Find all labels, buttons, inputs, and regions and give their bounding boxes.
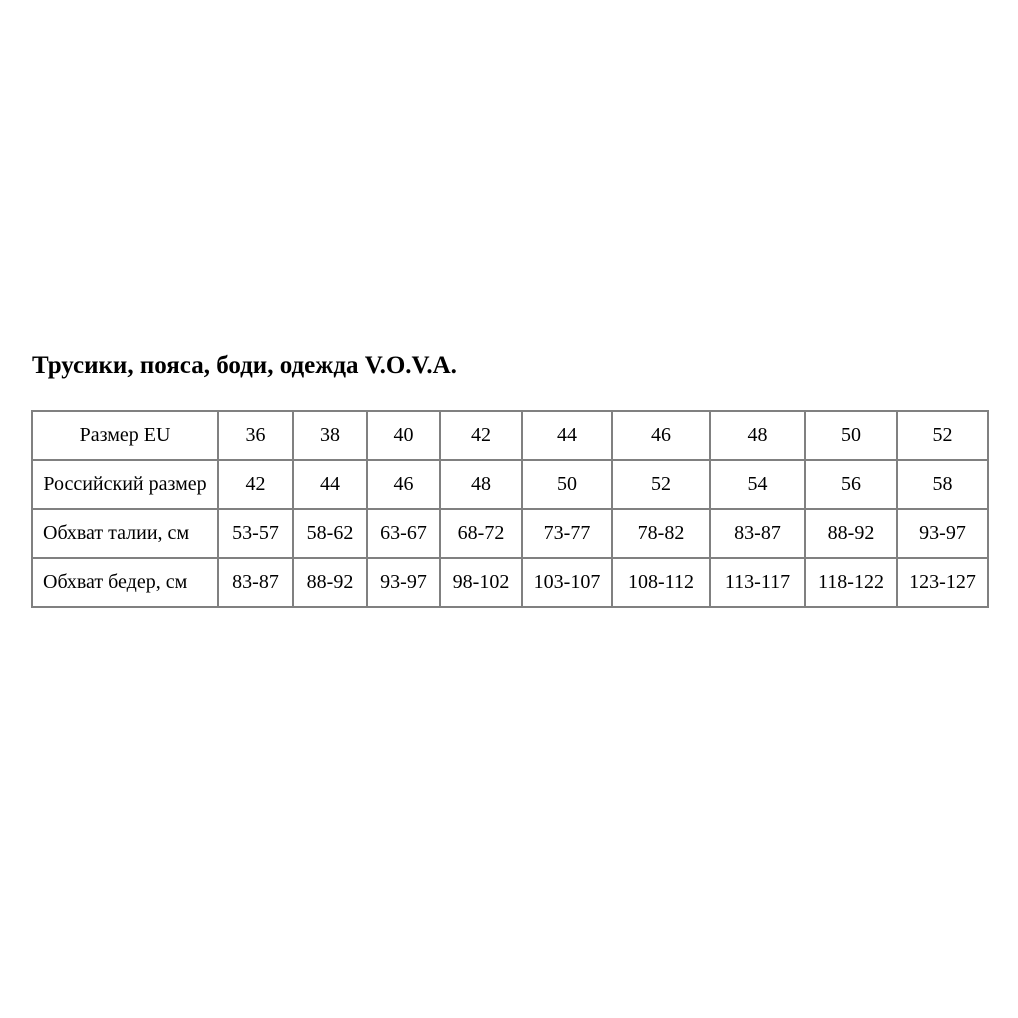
row-label-waist: Обхват талии, см [32, 509, 218, 558]
size-value-cell: 73-77 [522, 509, 612, 558]
size-value-cell: 46 [367, 460, 440, 509]
size-value-cell: 48 [710, 411, 805, 460]
size-value-cell: 68-72 [440, 509, 522, 558]
size-value-cell: 48 [440, 460, 522, 509]
size-value-cell: 38 [293, 411, 367, 460]
page-title: Трусики, пояса, боди, одежда V.O.V.A. [32, 352, 457, 379]
size-value-cell: 103-107 [522, 558, 612, 607]
size-value-cell: 83-87 [710, 509, 805, 558]
size-value-cell: 56 [805, 460, 897, 509]
size-chart-table [31, 410, 989, 608]
size-value-cell: 58-62 [293, 509, 367, 558]
table-row-eu-size [32, 411, 988, 460]
size-value-cell: 52 [897, 411, 988, 460]
size-value-cell: 52 [612, 460, 710, 509]
size-value-cell: 63-67 [367, 509, 440, 558]
size-value-cell: 78-82 [612, 509, 710, 558]
row-label-eu-size: Размер EU [32, 411, 218, 460]
size-value-cell: 53-57 [218, 509, 293, 558]
size-value-cell: 50 [522, 460, 612, 509]
size-value-cell: 46 [612, 411, 710, 460]
size-value-cell: 50 [805, 411, 897, 460]
size-value-cell: 42 [440, 411, 522, 460]
size-value-cell: 83-87 [218, 558, 293, 607]
size-value-cell: 93-97 [367, 558, 440, 607]
size-value-cell: 40 [367, 411, 440, 460]
size-value-cell: 36 [218, 411, 293, 460]
size-value-cell: 93-97 [897, 509, 988, 558]
size-value-cell: 54 [710, 460, 805, 509]
size-value-cell: 123-127 [897, 558, 988, 607]
size-value-cell: 58 [897, 460, 988, 509]
size-value-cell: 118-122 [805, 558, 897, 607]
size-value-cell: 108-112 [612, 558, 710, 607]
size-value-cell: 88-92 [293, 558, 367, 607]
size-value-cell: 113-117 [710, 558, 805, 607]
row-label-hips: Обхват бедер, см [32, 558, 218, 607]
table-row-waist [32, 509, 988, 558]
size-value-cell: 42 [218, 460, 293, 509]
size-value-cell: 44 [293, 460, 367, 509]
table-row-ru-size [32, 460, 988, 509]
size-value-cell: 88-92 [805, 509, 897, 558]
size-value-cell: 98-102 [440, 558, 522, 607]
table-row-hips [32, 558, 988, 607]
row-label-ru-size: Российский размер [32, 460, 218, 509]
size-value-cell: 44 [522, 411, 612, 460]
